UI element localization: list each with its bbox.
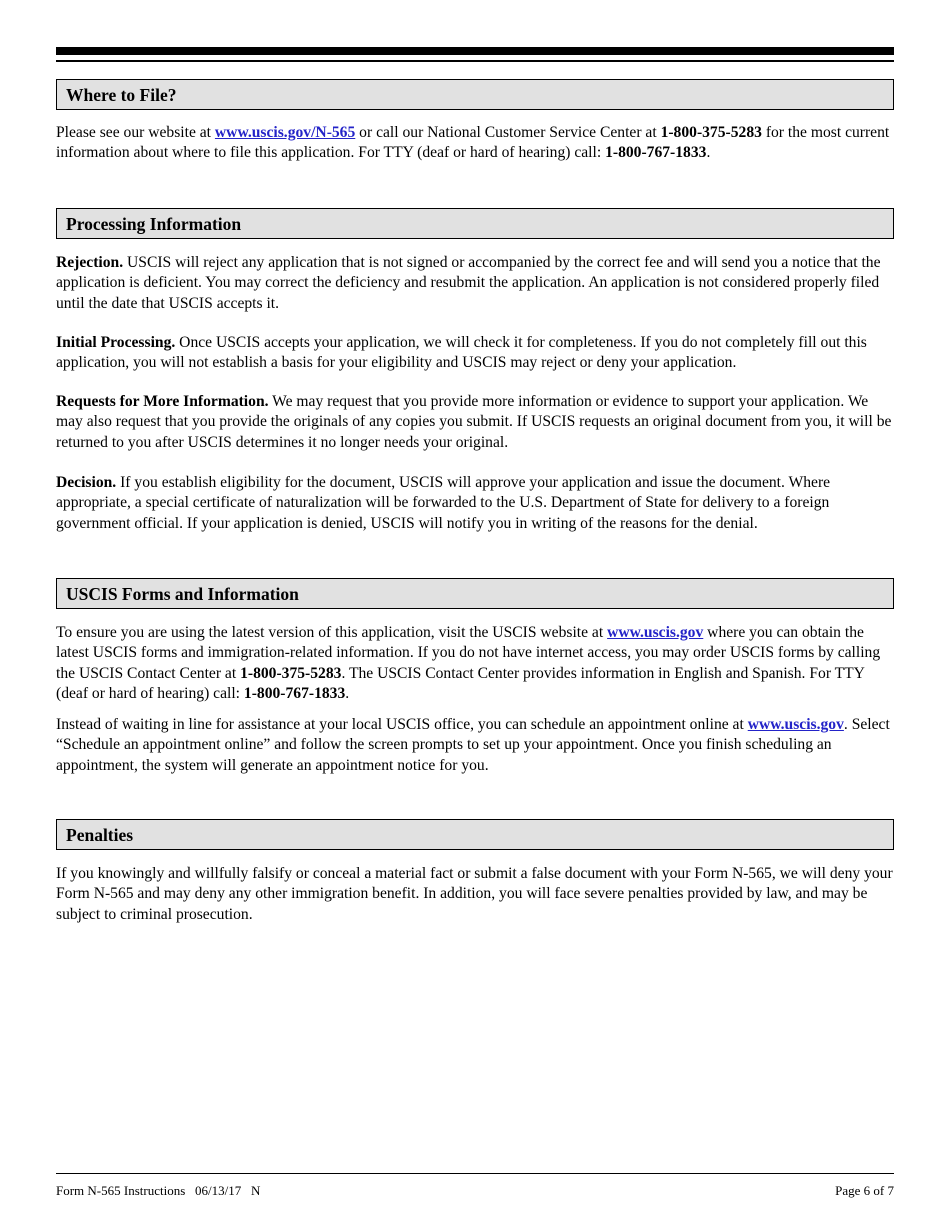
phone-number: 1-800-375-5283 <box>660 124 762 141</box>
paragraph-label: Decision. <box>56 474 117 491</box>
text-run: . <box>345 685 350 703</box>
text-run: . The USCIS Contact Center provides information in English and Spanish. For TTY (deaf or hard of hearing) call: <box>56 664 865 703</box>
text-run: Once USCIS accepts your application, we will check it for completeness. If you do not completely fill out this application, you will not establish a basis for your eligibility and USCIS may reject or deny your application. <box>56 334 867 372</box>
section-header-where-to-file <box>56 79 894 110</box>
text-run: Instead of waiting in line for assistance at your local USCIS office, you can schedule an appointment online at <box>56 716 748 733</box>
top-rule-thin <box>56 60 894 62</box>
footer-page-number: Page 6 of 7 <box>835 1183 894 1198</box>
penalties-paragraph: If you knowingly and willfully falsify or conceal a material fact or submit a false document with your Form N-565, we will deny your Form N-565 and may deny any other immigration benefit. In addition, you will face severe penalties provided by law, and may be subject to criminal prosecution. <box>56 865 893 923</box>
decision-paragraph <box>56 473 898 534</box>
section-header-processing <box>56 208 894 239</box>
uscis-link[interactable]: www.uscis.gov <box>747 716 844 733</box>
section-title: Where to File? <box>66 85 177 105</box>
section-header-forms-info <box>56 578 894 609</box>
tty-phone-number: 1-800-767-1833 <box>605 144 707 162</box>
uscis-link[interactable]: www.uscis.gov <box>607 624 704 641</box>
where-to-file-paragraph <box>56 123 898 164</box>
section-title: Penalties <box>66 825 134 845</box>
text-run: To ensure you are using the latest version of this application, visit the USCIS website at <box>56 624 608 641</box>
requests-paragraph <box>56 392 898 453</box>
section-title: Processing Information <box>66 214 242 234</box>
paragraph-label: Requests for More Information. <box>56 393 269 410</box>
footer-form-id: Form N-565 Instructions 06/13/17 N <box>56 1183 261 1198</box>
top-rule-thick <box>56 47 894 55</box>
text-run: where you can obtain the latest USCIS forms and immigration-related information. If you do not have internet access, you may order USCIS forms by calling the USCIS Contact Center at <box>56 624 881 682</box>
forms-info-paragraph-2 <box>56 715 898 776</box>
text-run: for the most current information about where to file this application. For TTY (deaf or hard of hearing) call: <box>56 124 890 162</box>
initial-processing-paragraph <box>56 333 898 374</box>
text-run: . <box>706 144 711 162</box>
uscis-n565-link[interactable]: www.uscis.gov/N-565 <box>214 124 356 141</box>
text-run: Please see our website at <box>56 124 215 141</box>
text-run: . Select “Schedule an appointment online” and follow the screen prompts to set up your appointment. Once you finish scheduling an appointment, the system will generate an appointment notice for you. <box>56 716 890 774</box>
phone-number: 1-800-375-5283 <box>240 664 342 682</box>
forms-info-paragraph-1 <box>56 623 898 705</box>
paragraph-label: Initial Processing. <box>56 334 176 351</box>
text-run: or call our National Customer Service Center at <box>355 124 661 141</box>
section-title: USCIS Forms and Information <box>66 584 299 604</box>
text-run: If you establish eligibility for the document, USCIS will approve your application and issue the document. Where appropriate, a special certificate of naturalization will be forwarded to the U.S. Department of State for delivery to a foreign government official. If your application is denied, USCIS will notify you in writing of the reasons for the denial. <box>56 474 831 532</box>
rejection-paragraph <box>56 253 898 314</box>
paragraph-label: Rejection. <box>56 254 124 271</box>
text-run: USCIS will reject any application that is not signed or accompanied by the correct fee and will send you a notice that the application is deficient. You may correct the deficiency and resubmit the application. An application is not considered properly filed until the date that USCIS accepts it. <box>56 254 881 312</box>
text-run: We may request that you provide more information or evidence to support your application. We may also request that you provide the originals of any copies you submit. If USCIS requests an original document from you, it will be returned to you after USCIS determines it no longer needs your original. <box>56 393 892 451</box>
section-header-penalties <box>56 819 894 850</box>
footer-rule <box>56 1173 894 1174</box>
tty-phone-number: 1-800-767-1833 <box>243 685 346 703</box>
